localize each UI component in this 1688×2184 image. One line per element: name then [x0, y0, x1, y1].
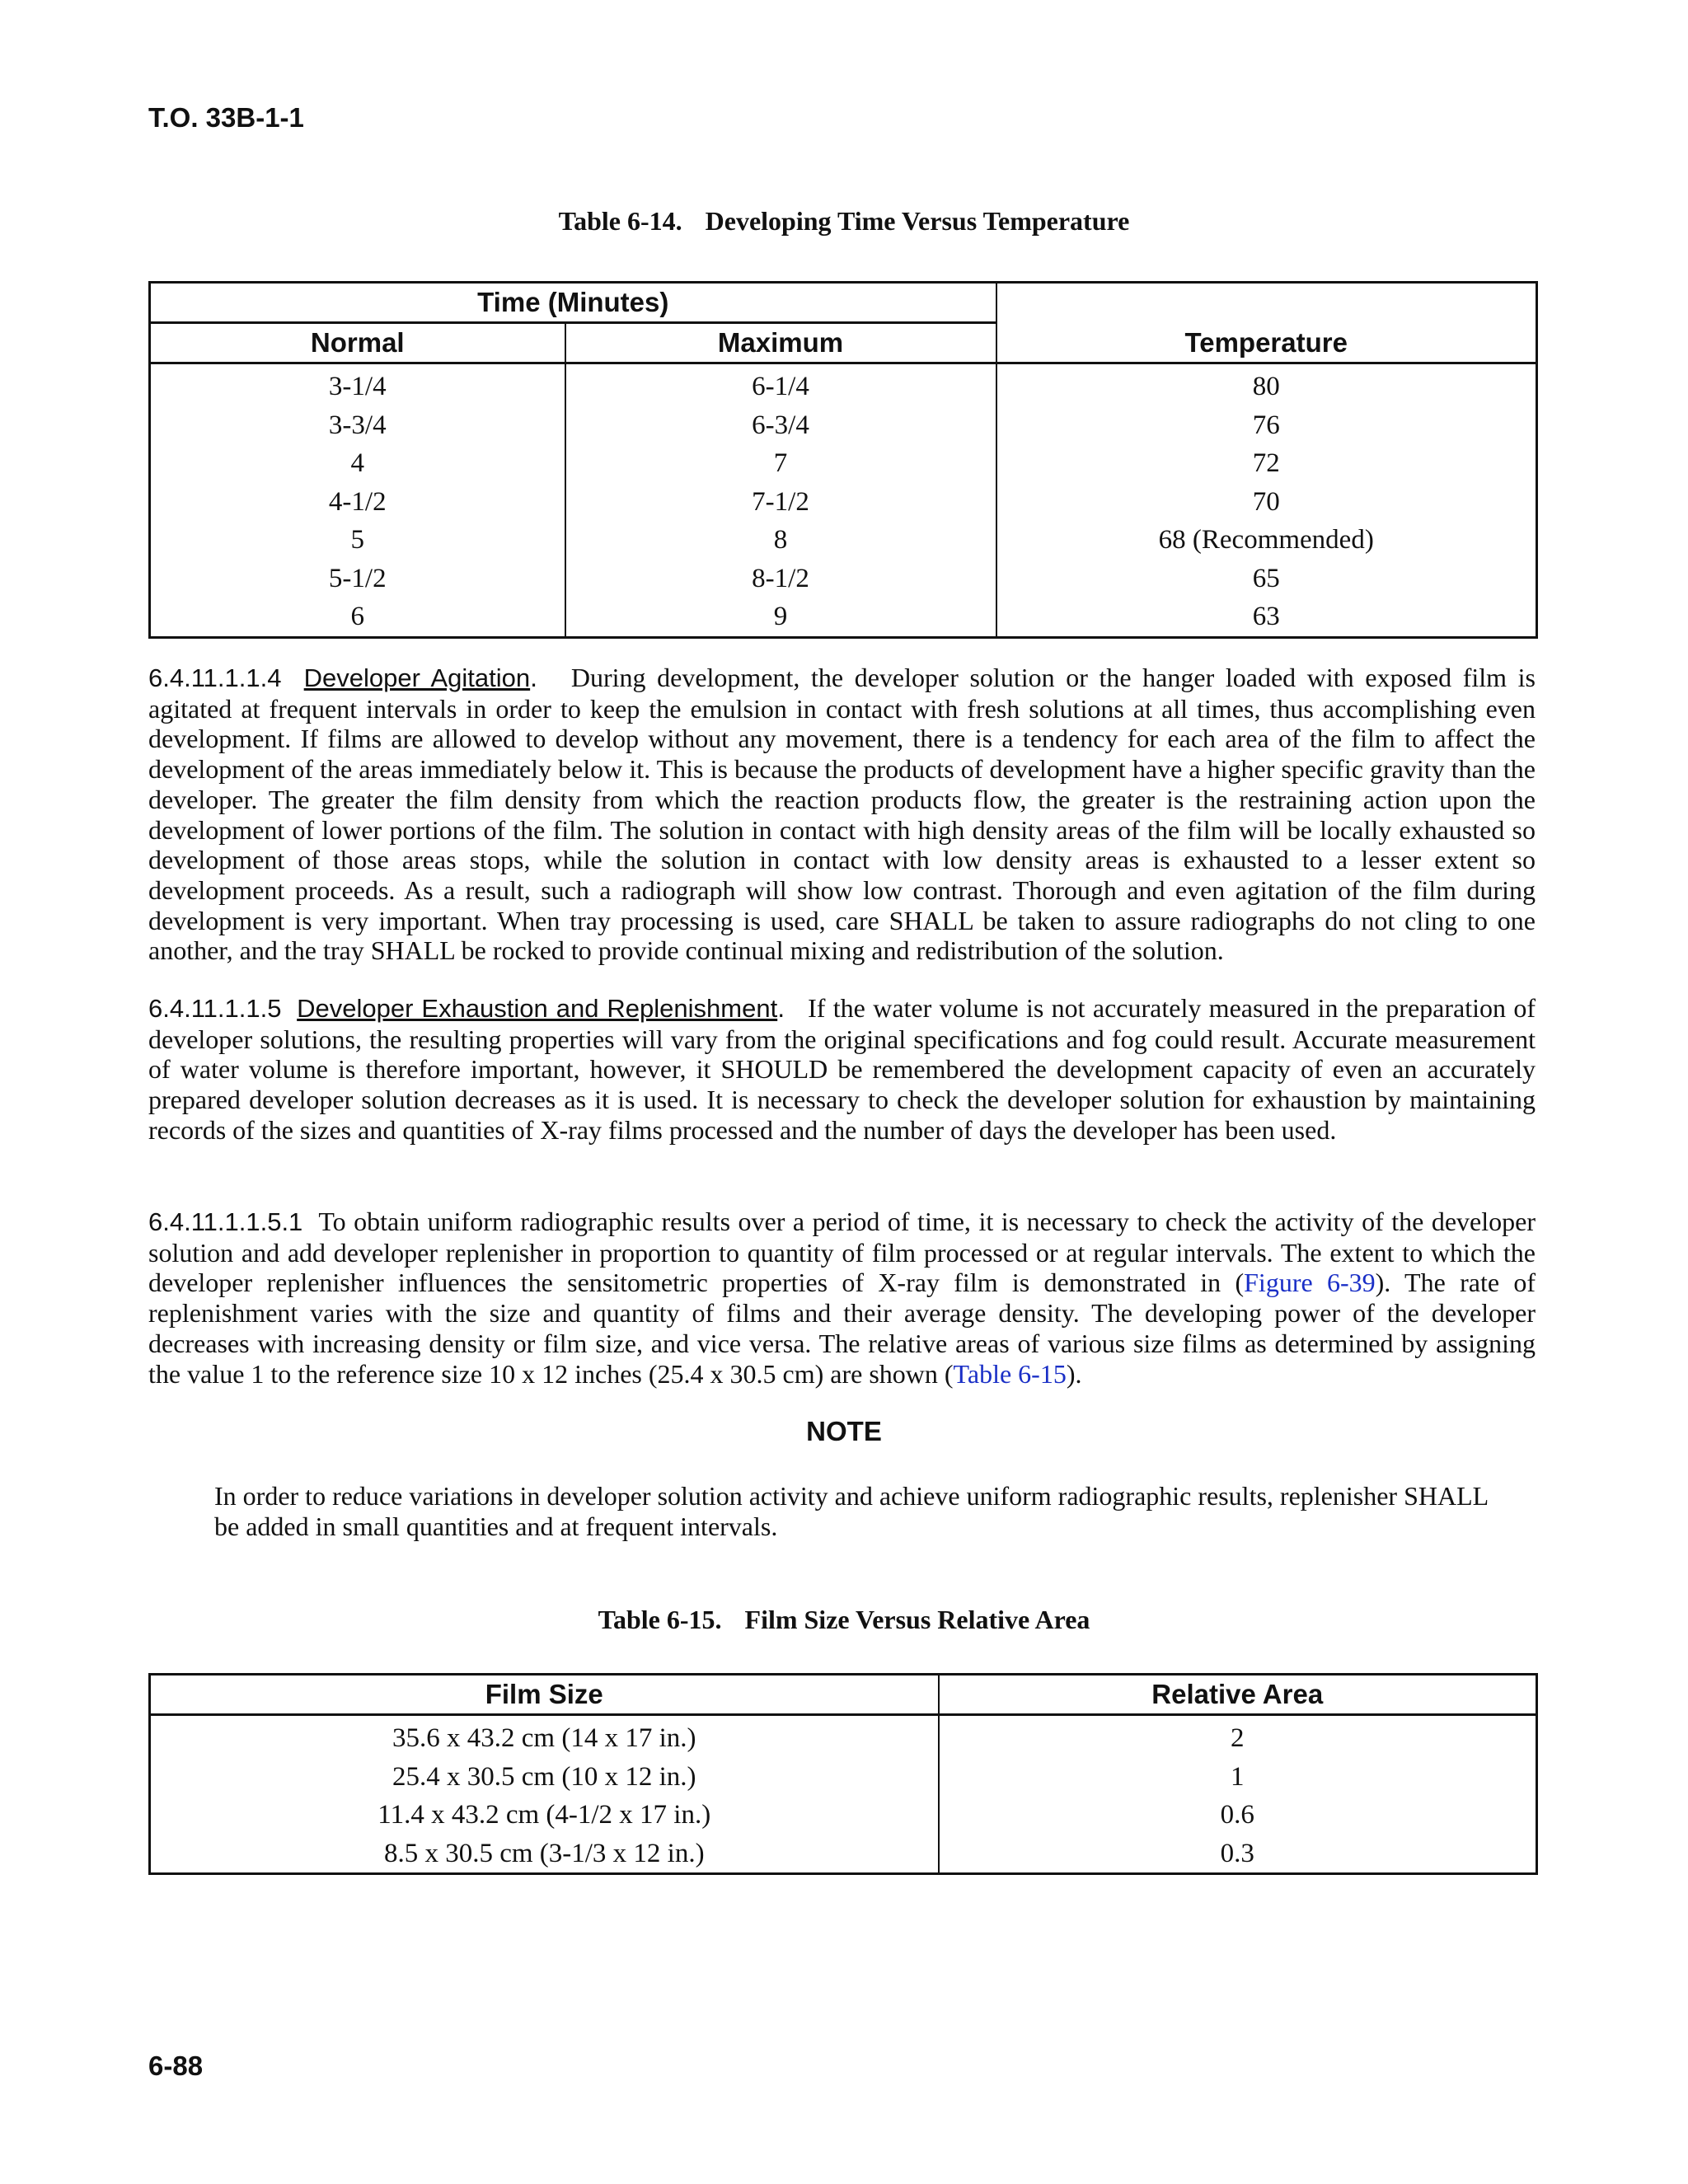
normal-cell: 6 [150, 598, 565, 637]
maximum-cell: 9 [565, 598, 996, 637]
maximum-cell: 8 [565, 521, 996, 560]
table-6-14-number: Table 6-14. [558, 206, 682, 236]
table-6-14-caption: Developing Time Versus Temperature [705, 206, 1130, 236]
paragraph-text: If the water volume is not accurately measured in the preparation of developer solutions, the resulting properties will vary from the original specifications and fog could result. Accurate measurement of water volume is therefore important, however, it SHOULD be remembered the development capacity of even an accurately prepared developer solution decreases as it is used. It is necessary to check the developer solution for exhaustion by maintaining records of the sizes and quantities of X-ray films processed and the number of days the developer has been used. [148, 993, 1536, 1145]
normal-cell: 3-1/4 [150, 363, 565, 406]
table-row [150, 560, 1537, 598]
paragraph-title: Developer Exhaustion and Replenishment [297, 994, 778, 1023]
normal-cell: 5 [150, 521, 565, 560]
table-6-15-link[interactable]: Table 6-15 [953, 1358, 1067, 1389]
figure-6-39-link[interactable]: Figure 6-39 [1244, 1268, 1376, 1298]
table-row [150, 483, 1537, 522]
relative-area-cell: 0.6 [1220, 1800, 1254, 1830]
film-size-cell: 8.5 x 30.5 cm (3-1/3 x 12 in.) [150, 1835, 939, 1874]
table-6-15-title [0, 1605, 1688, 1635]
table-6-14-title [0, 206, 1688, 237]
maximum-cell: 7-1/2 [565, 483, 996, 522]
film-size-cell: 25.4 x 30.5 cm (10 x 12 in.) [150, 1758, 939, 1797]
paragraph-number: 6.4.11.1.1.4 [148, 663, 282, 692]
table-row [150, 363, 1537, 406]
table-row [150, 1796, 1537, 1835]
paragraph-text: ). [1066, 1358, 1082, 1389]
film-size-table [148, 1673, 1538, 1875]
paragraph-text: ). The rate of replenishment varies with the size and quantity of films and their average density. The developing power of the developer decreases with increasing density or film size, and vice versa. The relative areas of various size films as determined by assigning the value 1 to the reference size 10 x 12 inches (25.4 x 30.5 cm) are shown ( [148, 1268, 1536, 1389]
normal-header: Normal [150, 323, 565, 363]
temperature-cell: 63 [1252, 602, 1280, 632]
table-row [150, 444, 1537, 483]
paragraph-text: During development, the developer solution or the hanger loaded with exposed film is agitated at frequent intervals in order to keep the emulsion in contact with fresh solutions at all times, thus accomplishing even development. If films are allowed to develop without any movement, there is a tendency for each area of the film to affect the development of the areas immediately below it. This is because the products of development have a higher specific gravity than the developer. The greater the film density from which the reaction products flow, the greater is the restraining action upon the development of lower portions of the film. The solution in contact with high density areas of the film will be locally exhausted so development of those areas stops, while the solution in contact with low density areas is exhausted to a lesser extent so development proceeds. As a result, such a radiograph will show low contrast. Thorough and even agitation of the film during development is very important. When tray processing is used, care SHALL be taken to assure radiographs do not cling to one another, and the tray SHALL be rocked to provide continual mixing and redistribution of the solution. [148, 663, 1536, 966]
temperature-cell: 76 [1252, 410, 1280, 440]
relative-area-cell: 1 [1231, 1761, 1245, 1792]
note-heading: NOTE [806, 1416, 882, 1446]
paragraph-text: To obtain uniform radiographic results over a period of time, it is necessary to check the activity of the developer solution and add developer replenisher in proportion to quantity of film processed or at regular intervals. The extent to which the developer replenisher influences the sensitometric properties of X-ray film is demonstrated in ( [148, 1207, 1536, 1298]
relative-area-header: Relative Area [939, 1675, 1537, 1715]
table-row [150, 1835, 1537, 1874]
time-group-header: Time (Minutes) [150, 283, 996, 323]
temperature-header: Temperature [996, 283, 1537, 363]
table-row [150, 1715, 1537, 1758]
table-row [150, 1758, 1537, 1797]
temperature-cell: 68 (Recommended) [1158, 525, 1374, 555]
table-6-15-number: Table 6-15. [598, 1605, 722, 1634]
temperature-cell: 72 [1252, 448, 1280, 479]
maximum-cell: 7 [565, 444, 996, 483]
document-id: T.O. 33B-1-1 [148, 102, 304, 133]
maximum-cell: 6-1/4 [565, 363, 996, 406]
normal-cell: 4 [150, 444, 565, 483]
temperature-cell: 70 [1252, 486, 1280, 517]
normal-cell: 3-3/4 [150, 406, 565, 445]
paragraph-uniform-results [148, 1207, 1536, 1389]
developing-time-table [148, 281, 1538, 639]
normal-cell: 5-1/2 [150, 560, 565, 598]
film-size-header: Film Size [150, 1675, 939, 1715]
paragraph-number: 6.4.11.1.1.5 [148, 994, 282, 1023]
table-row [150, 406, 1537, 445]
note-text: In order to reduce variations in developer solution activity and achieve uniform radiographic results, replenisher SHALL be added in small quantities and at frequent intervals. [214, 1481, 1488, 1541]
table-row [150, 521, 1537, 560]
temperature-cell: 80 [1252, 372, 1280, 402]
relative-area-cell: 2 [1231, 1723, 1245, 1754]
paragraph-title: Developer Agitation [303, 663, 531, 692]
maximum-header: Maximum [565, 323, 996, 363]
paragraph-developer-exhaustion: 6.4.11.1.1.5 Developer Exhaustion and Replenishment. If the water volume is not accurately measured in the preparation of developer solutions, the resulting properties will vary from the original specifications and fog could result. Accurate measurement of water volume is therefore important, however, it SHOULD be remembered the development capacity of even an accurately prepared developer solution decreases as it is used. It is necessary to check the developer solution for exhaustion by maintaining records of the sizes and quantities of X-ray films processed and the number of days the developer has been used. [148, 993, 1536, 1145]
paragraph-developer-agitation: 6.4.11.1.1.4 Developer Agitation. During development, the developer solution or the hanger loaded with exposed film is agitated at frequent intervals in order to keep the emulsion in contact with fresh solutions at all times, thus accomplishing even development. If films are allowed to develop without any movement, there is a tendency for each area of the film to affect the development of the areas immediately below it. This is because the products of development have a higher specific gravity than the developer. The greater the film density from which the reaction products flow, the greater is the restraining action upon the development of lower portions of the film. The solution in contact with high density areas of the film will be locally exhausted so development of those areas stops, while the solution in contact with low density areas is exhausted to a lesser extent so development proceeds. As a result, such a radiograph will show low contrast. Thorough and even agitation of the film during development is very important. When tray processing is used, care SHALL be taken to assure radiographs do not cling to one another, and the tray SHALL be rocked to provide continual mixing and redistribution of the solution. [148, 663, 1536, 966]
relative-area-cell: 0.3 [1220, 1838, 1254, 1868]
page-number: 6-88 [148, 2050, 204, 2081]
paragraph-number: 6.4.11.1.1.5.1 [148, 1207, 303, 1236]
maximum-cell: 6-3/4 [565, 406, 996, 445]
table-6-15-caption: Film Size Versus Relative Area [744, 1605, 1090, 1634]
film-size-cell: 35.6 x 43.2 cm (14 x 17 in.) [150, 1715, 939, 1758]
film-size-cell: 11.4 x 43.2 cm (4-1/2 x 17 in.) [150, 1796, 939, 1835]
table-row [150, 598, 1537, 637]
temperature-cell: 65 [1252, 563, 1280, 593]
maximum-cell: 8-1/2 [565, 560, 996, 598]
normal-cell: 4-1/2 [150, 483, 565, 522]
